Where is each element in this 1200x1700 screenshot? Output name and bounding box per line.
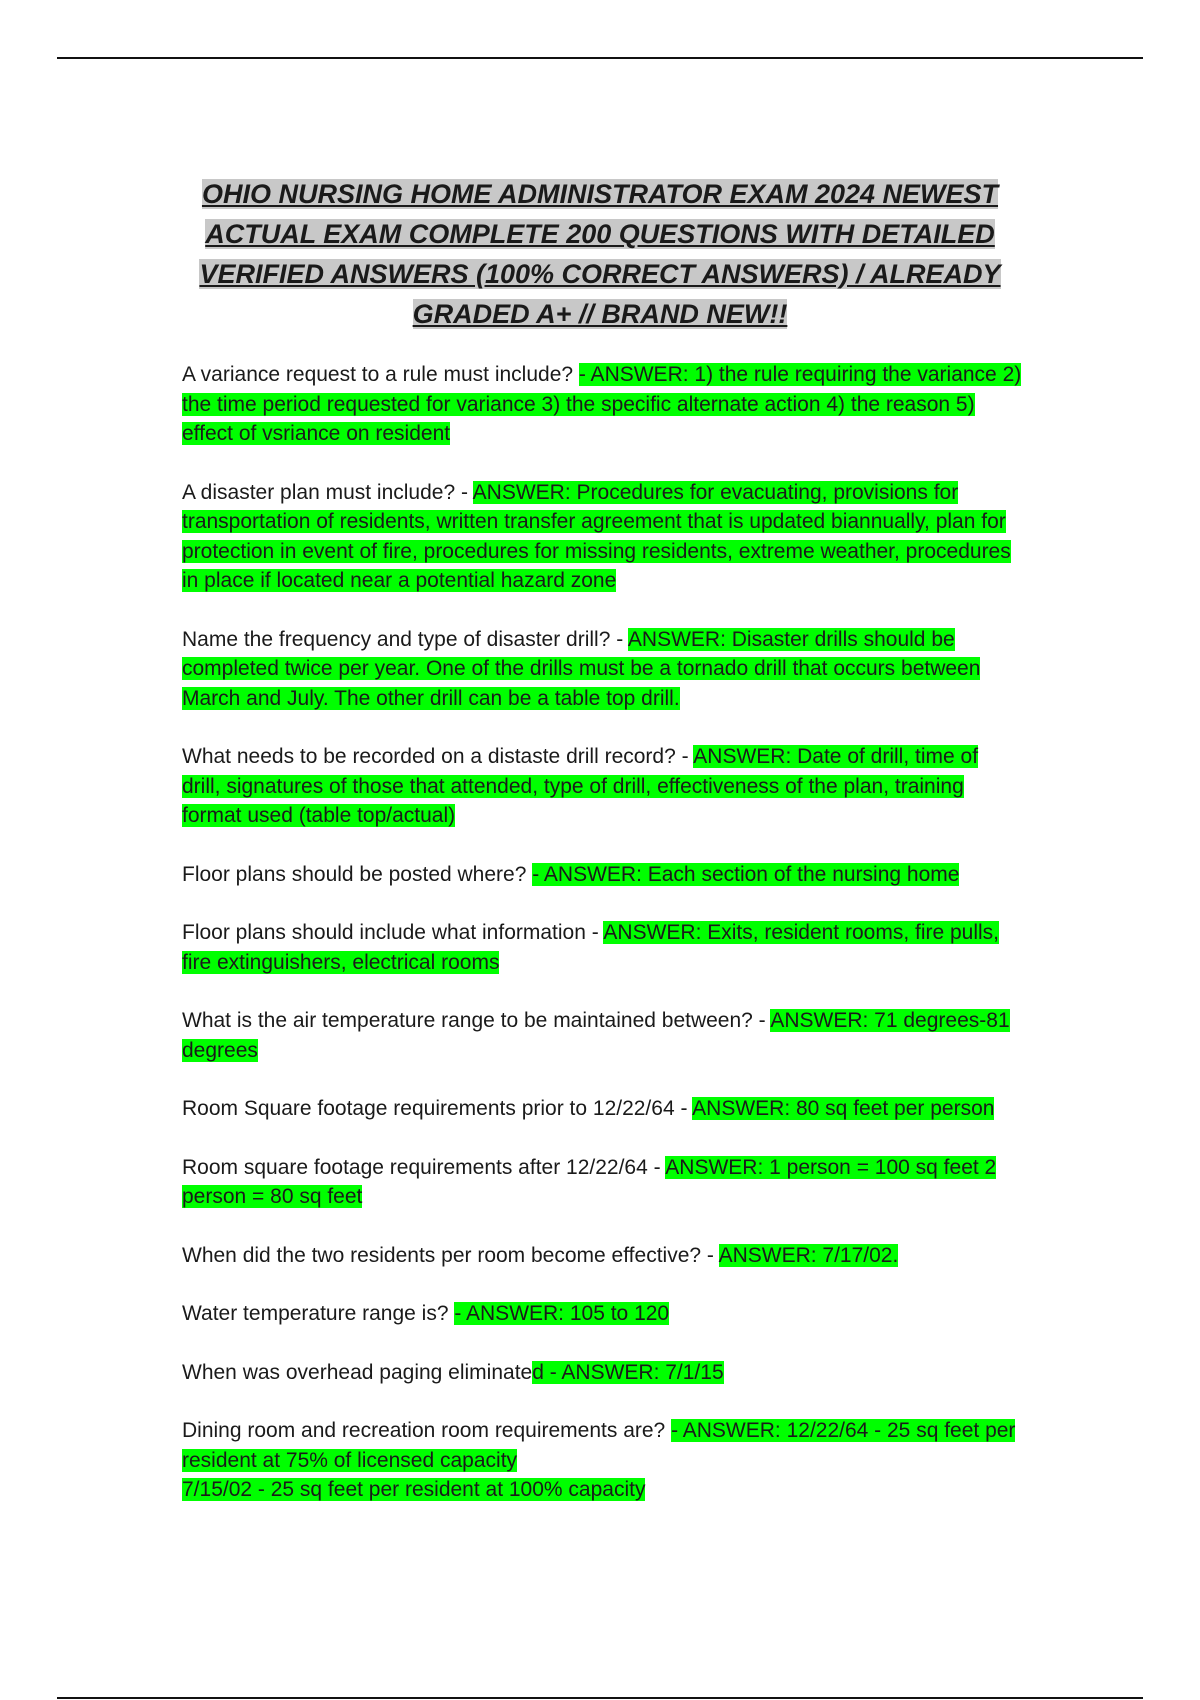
answer-text: - ANSWER: 105 to 120 xyxy=(454,1302,670,1325)
document-title-text: OHIO NURSING HOME ADMINISTRATOR EXAM 2024 NEWEST ACTUAL EXAM COMPLETE 200 QUESTIONS WITH DETAILED VERIFIED ANSWERS (100% CORRECT ANSWERS) / ALREADY GRADED A+ // BRAND NEW!! xyxy=(199,179,1001,329)
question-text: When was overhead paging eliminate xyxy=(182,1360,533,1384)
qa-item xyxy=(182,860,1022,890)
answer-text: ANSWER: 7/17/02. xyxy=(718,1243,899,1267)
answer-text: ANSWER: Date of drill, time of drill, signatures of those that attended, type of drill, effectiveness of the plan, training format used (table top/actual) xyxy=(182,745,979,827)
answer-text: ANSWER: 71 degrees-81 degrees xyxy=(182,1009,1010,1062)
answer-text: ANSWER: 1 person = 100 sq feet 2 person = 80 sq feet xyxy=(182,1155,997,1208)
answer-text: ANSWER: Procedures for evacuating, provisions for transportation of residents, written transfer agreement that is updated biannually, plan for protection in event of fire, procedures for missing residents, extreme weather, procedures in place if located near a potential hazard zone xyxy=(182,480,1011,592)
qa-item xyxy=(182,1416,1022,1505)
question-text: When did the two residents per room become effective? - xyxy=(182,1243,719,1267)
qa-item xyxy=(182,1094,1022,1124)
question-text: Name the frequency and type of disaster drill? - xyxy=(182,627,628,651)
footer-rule xyxy=(57,1697,1143,1699)
qa-item xyxy=(182,1358,1022,1388)
answer-text-line2: 7/15/02 - 25 sq feet per resident at 100% capacity xyxy=(182,1478,646,1501)
qa-item xyxy=(182,1006,1022,1065)
question-text: What needs to be recorded on a distaste drill record? - xyxy=(182,745,694,768)
question-text: A variance request to a rule must include? xyxy=(182,363,579,386)
answer-text: - ANSWER: 12/22/64 - 25 sq feet per resident at 75% of licensed capacity xyxy=(182,1419,1016,1472)
answer-text: ANSWER: Disaster drills should be completed twice per year. One of the drills must be a tornado drill that occurs between March and July. The other drill can be a table top drill. xyxy=(182,627,981,710)
header-rule xyxy=(57,57,1143,59)
qa-item xyxy=(182,625,1022,714)
qa-item xyxy=(182,360,1022,449)
qa-item xyxy=(182,478,1022,596)
answer-text: ANSWER: Exits, resident rooms, fire pulls, fire extinguishers, electrical rooms xyxy=(182,921,1000,974)
answer-text: d - ANSWER: 7/1/15 xyxy=(532,1360,724,1384)
qa-item xyxy=(182,1241,1022,1271)
question-text: Room Square footage requirements prior to 12/22/64 - xyxy=(182,1097,693,1120)
qa-item xyxy=(182,742,1022,831)
question-text: Floor plans should include what information - xyxy=(182,921,604,944)
qa-list xyxy=(182,360,1022,1534)
answer-text: - ANSWER: Each section of the nursing home xyxy=(532,862,960,886)
qa-item xyxy=(182,1153,1022,1212)
qa-item xyxy=(182,1299,1022,1329)
answer-text: - ANSWER: 1) the rule requiring the variance 2) the time period requested for variance 3) the specific alternate action 4) the reason 5) effect of vsriance on resident xyxy=(182,363,1022,445)
question-text: Dining room and recreation room requirements are? xyxy=(182,1419,672,1442)
question-text: Water temperature range is? xyxy=(182,1302,455,1325)
answer-text: ANSWER: 80 sq feet per person xyxy=(692,1097,995,1120)
qa-item xyxy=(182,918,1022,977)
question-text: A disaster plan must include? - xyxy=(182,480,473,504)
document-title xyxy=(170,174,1030,334)
question-text: What is the air temperature range to be maintained between? - xyxy=(182,1009,771,1032)
question-text: Floor plans should be posted where? xyxy=(182,862,533,886)
question-text: Room square footage requirements after 12/22/64 - xyxy=(182,1155,666,1179)
